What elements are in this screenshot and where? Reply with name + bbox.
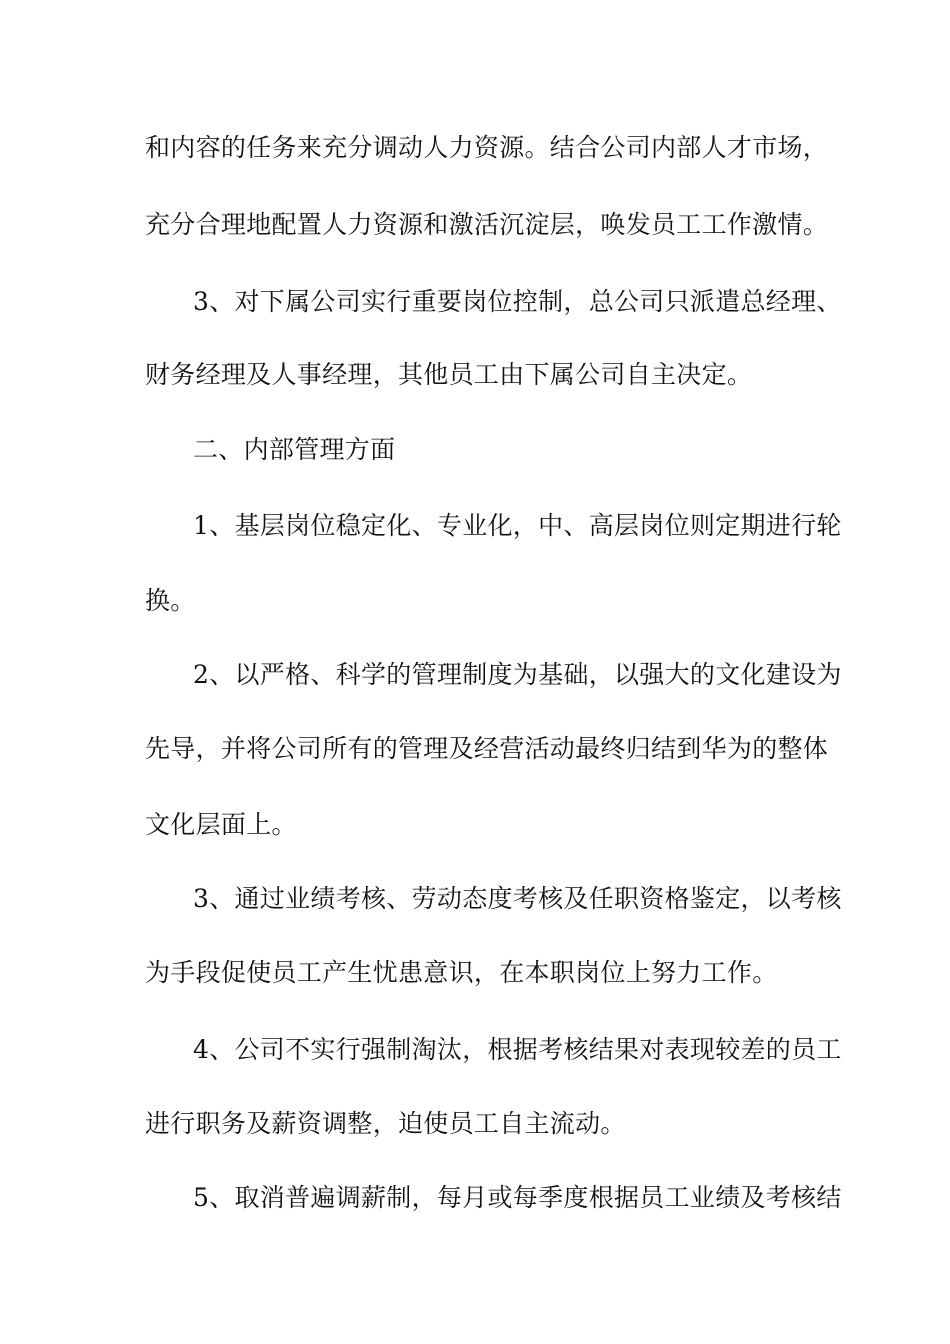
paragraph-line: 先导，并将公司所有的管理及经营活动最终归结到华为的整体 xyxy=(145,734,829,763)
paragraph-line: 3、对下属公司实行重要岗位控制，总公司只派遣总经理、 xyxy=(193,287,842,316)
paragraph-line: 文化层面上。 xyxy=(145,810,297,839)
paragraph-line: 4、公司不实行强制淘汰，根据考核结果对表现较差的员工 xyxy=(193,1035,842,1064)
paragraph-line: 1、基层岗位稳定化、专业化，中、高层岗位则定期进行轮 xyxy=(193,511,842,540)
paragraph-line: 3、通过业绩考核、劳动态度考核及任职资格鉴定，以考核 xyxy=(193,884,842,913)
section-heading: 二、内部管理方面 xyxy=(193,435,396,464)
paragraph-line: 财务经理及人事经理，其他员工由下属公司自主决定。 xyxy=(145,360,753,389)
paragraph-line: 进行职务及薪资调整，迫使员工自主流动。 xyxy=(145,1109,626,1138)
paragraph-line: 和内容的任务来充分调动人力资源。结合公司内部人才市场， xyxy=(145,133,829,162)
paragraph-line: 充分合理地配置人力资源和激活沉淀层，唤发员工工作激情。 xyxy=(145,210,829,239)
paragraph-line: 2、以严格、科学的管理制度为基础，以强大的文化建设为 xyxy=(193,660,842,689)
paragraph-line: 5、取消普遍调薪制，每月或每季度根据员工业绩及考核结 xyxy=(193,1183,842,1212)
paragraph-line: 换。 xyxy=(145,586,196,615)
paragraph-line: 为手段促使员工产生忧患意识，在本职岗位上努力工作。 xyxy=(145,958,778,987)
